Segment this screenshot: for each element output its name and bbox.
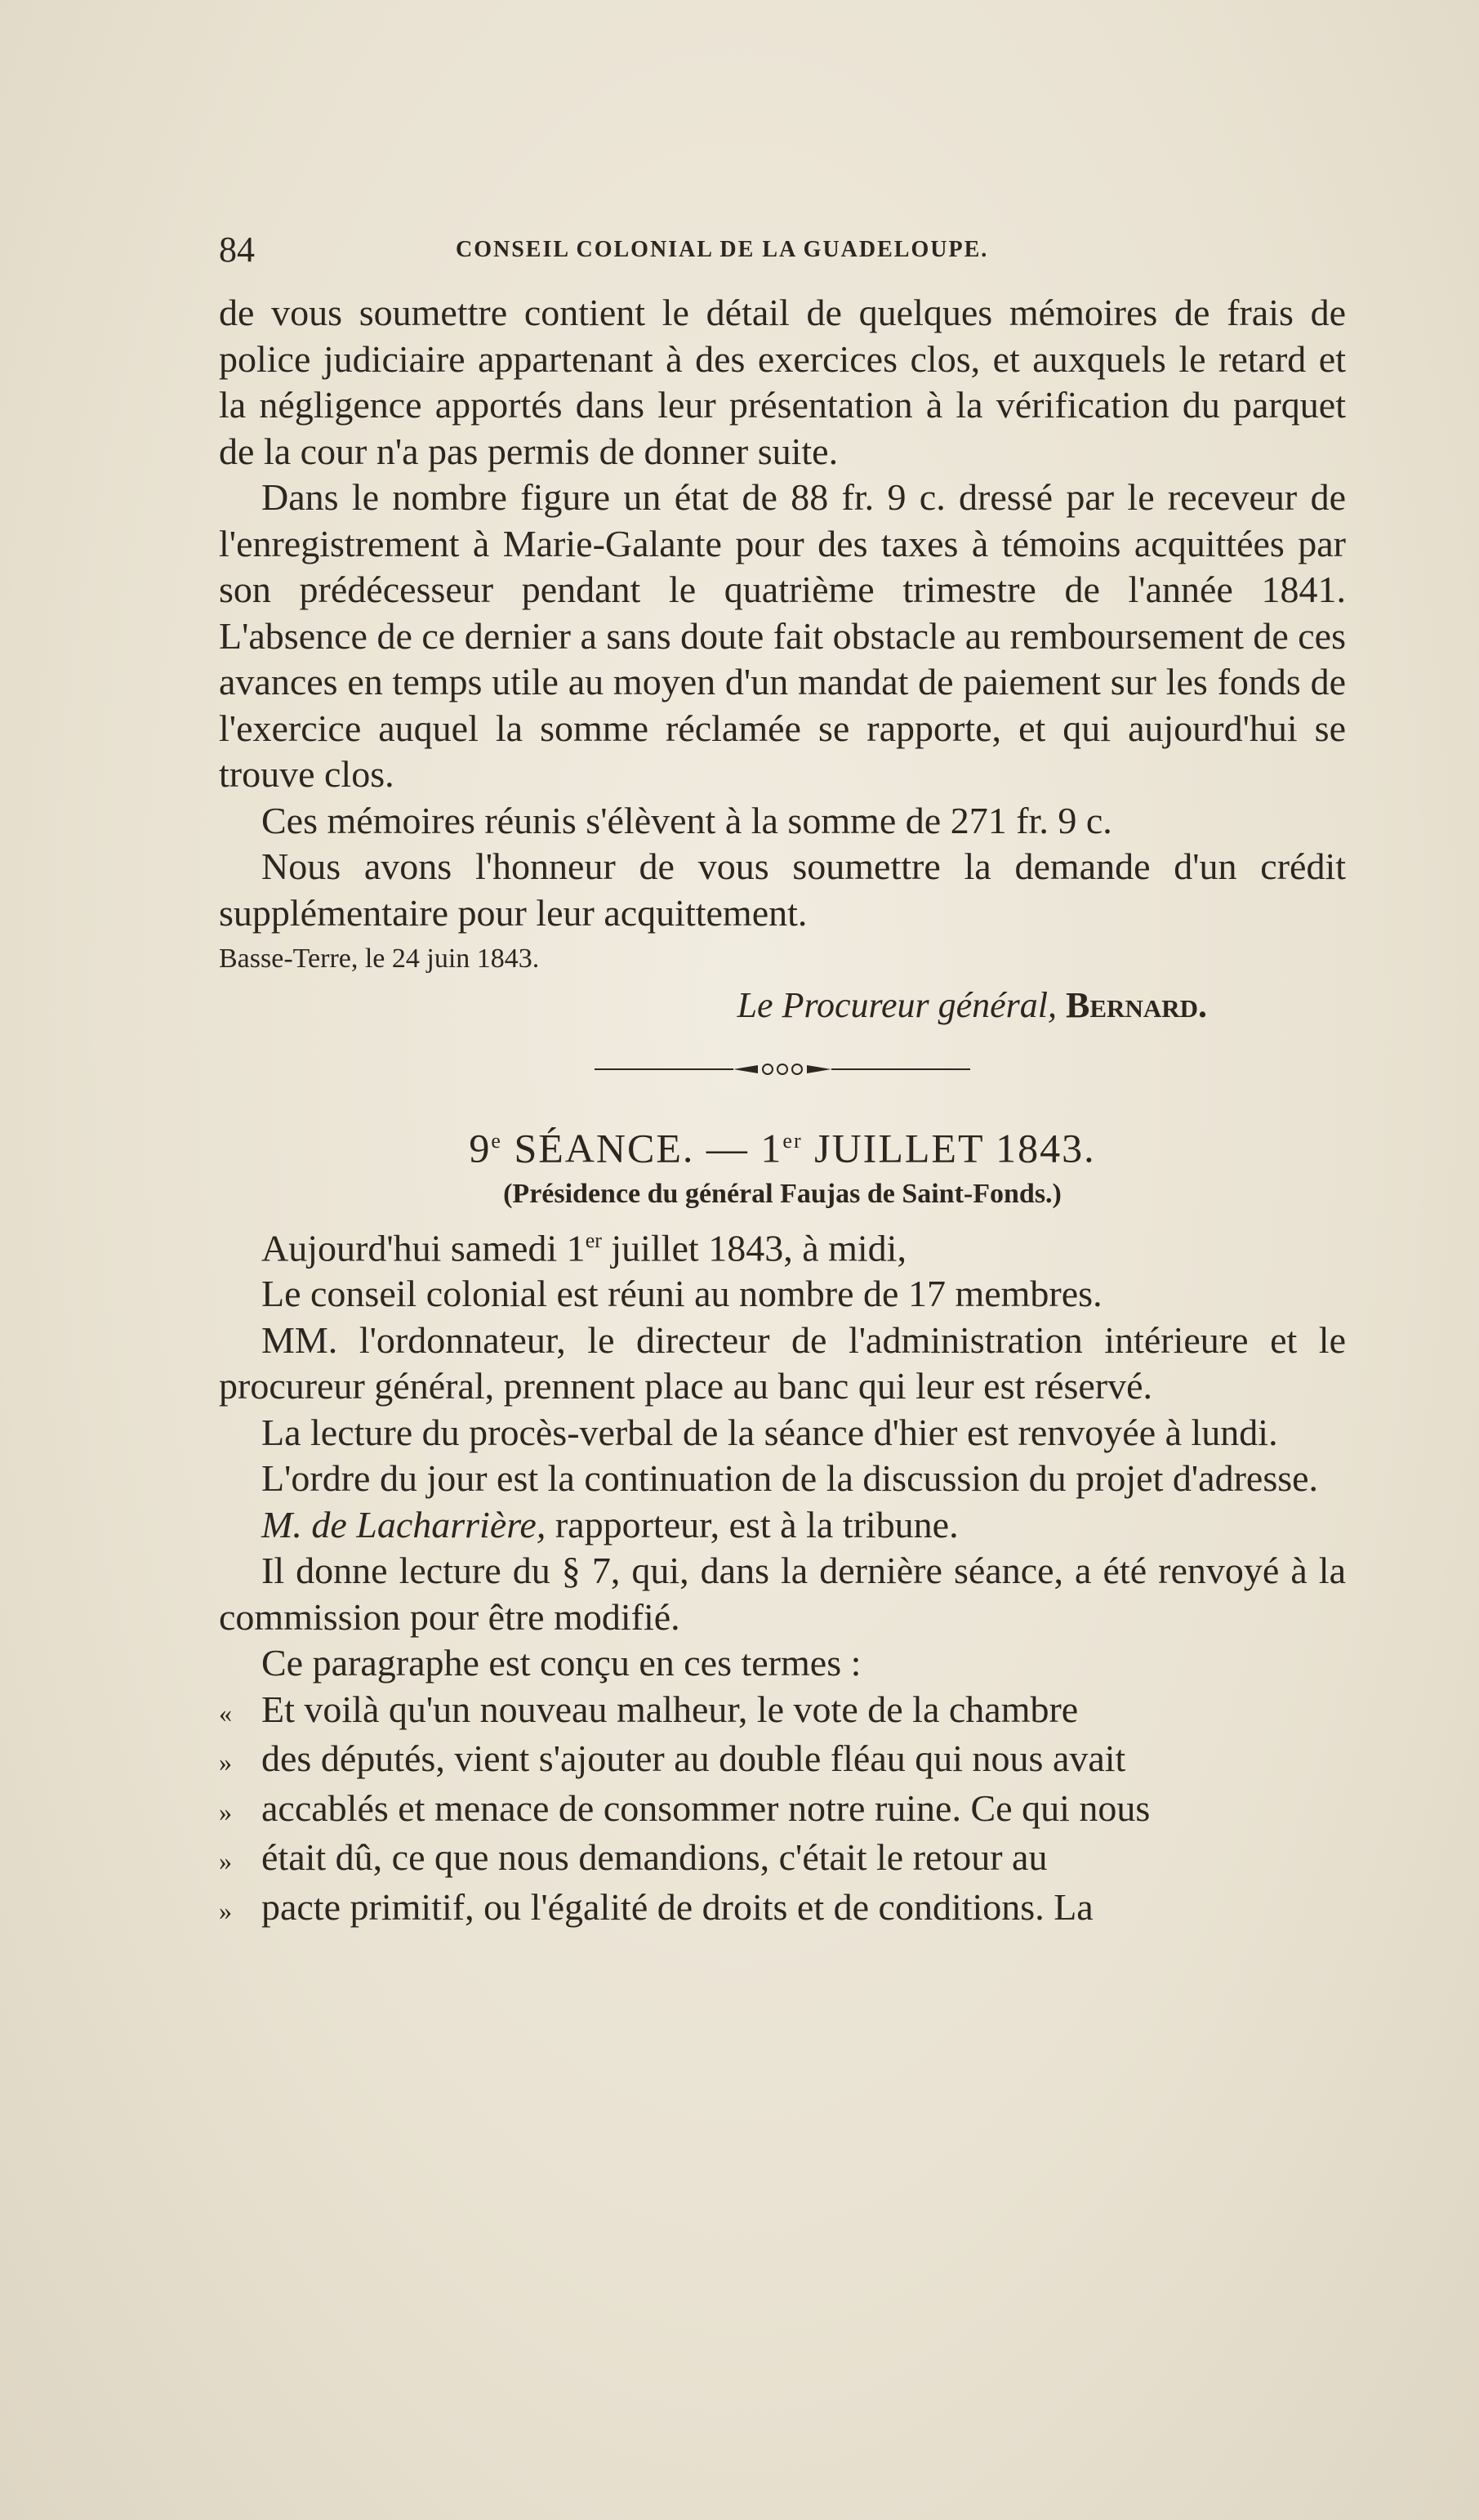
minutes-paragraph <box>219 1218 1346 1272</box>
session-title-middle: SÉANCE. — 1 <box>501 1125 783 1171</box>
quote-text: accablés et menace de consommer notre ruine. Ce qui nous <box>261 1786 1151 1829</box>
report-paragraph: Dans le nombre figure un état de 88 fr. 9 c. dressé par le receveur de l'enregistrement à Marie-Galante pour des taxes à témoins acquittées par son prédécesseur pendant le quatrième trimestre de l'année 1841. L'absence de ce dernier a sans doute fait obstacle au remboursement de ces avances en temps utile au moyen d'un mandat de paiement sur les fonds de l'exercice auquel la somme réclamée se rapporte, et qui aujourd'hui se trouve clos. <box>219 476 1346 795</box>
minutes-paragraph: Le conseil colonial est réuni au nombre de 17 membres. <box>261 1273 1103 1315</box>
minutes-date-post: juillet 1843, à midi, <box>601 1226 907 1269</box>
rapporteur-text: rapporteur, est à la tribune. <box>546 1503 959 1545</box>
quote-text: pacte primitif, ou l'égalité de droits et de conditions. La <box>261 1885 1094 1928</box>
quote-text: des députés, vient s'ajouter au double fléau qui nous avait <box>261 1737 1126 1780</box>
session-title <box>219 1118 1346 1171</box>
signature-name: Bernard. <box>1066 984 1207 1025</box>
quote-cont-mark: » <box>219 1846 232 1876</box>
quote-text: Et voilà qu'un nouveau malheur, le vote de la chambre <box>261 1688 1079 1730</box>
quoted-paragraph <box>219 1687 1346 1934</box>
minutes-paragraph: L'ordre du jour est la continuation de la discussion du projet d'adresse. <box>261 1457 1319 1500</box>
minutes-paragraph: MM. l'ordonnateur, le directeur de l'administration intérieure et le procureur général, prennent place au banc qui leur est réservé. <box>219 1318 1346 1407</box>
report-paragraph: Nous avons l'honneur de vous soumettre la demande d'un crédit supplémentaire pour leur acquittement. <box>219 845 1346 934</box>
quote-cont-mark: » <box>219 1747 232 1777</box>
session-day-suffix: er <box>782 1129 803 1153</box>
session-number-suffix: e <box>491 1129 502 1153</box>
quote-line <box>219 1687 1346 1737</box>
minutes-date-suffix: er <box>585 1228 602 1252</box>
minutes-paragraph: Ce paragraphe est conçu en ces termes : <box>261 1642 862 1684</box>
place-date: Basse-Terre, le 24 juin 1843. <box>219 943 540 974</box>
rapporteur-name: M. de Lacharrière, <box>261 1503 546 1545</box>
session-number: 9 <box>469 1125 492 1171</box>
quote-line <box>219 1786 1346 1835</box>
quote-line <box>219 1736 1346 1786</box>
body-text <box>219 290 1346 1933</box>
signature <box>219 983 1346 1029</box>
report-paragraph: de vous soumettre contient le détail de quelques mémoires de frais de police judiciaire appartenant à des exercices clos, et auxquels le retard et la négligence apportés dans leur présentation à la vérification du parquet de la cour n'a pas permis de donner suite. <box>219 292 1346 472</box>
page-number: 84 <box>219 230 255 270</box>
quote-cont-mark: » <box>219 1895 232 1925</box>
quote-line <box>219 1835 1346 1884</box>
quote-text: était dû, ce que nous demandions, c'était le retour au <box>261 1836 1048 1879</box>
minutes-paragraph <box>219 1502 1346 1549</box>
page-header <box>219 229 1346 278</box>
quote-cont-mark: » <box>219 1796 232 1826</box>
minutes-date-pre: Aujourd'hui samedi 1 <box>261 1226 586 1269</box>
signature-title: Le Procureur général, <box>737 984 1058 1025</box>
session-presidency: (Présidence du général Faujas de Saint-Fonds.) <box>503 1179 1062 1210</box>
quote-open-mark: « <box>219 1697 232 1728</box>
report-paragraph: Ces mémoires réunis s'élèvent à la somme de 271 fr. 9 c. <box>261 799 1112 841</box>
quote-line <box>219 1884 1346 1934</box>
session-title-date: JUILLET 1843. <box>802 1125 1096 1171</box>
minutes-paragraph: La lecture du procès-verbal de la séance d'hier est renvoyée à lundi. <box>261 1411 1278 1453</box>
running-head: CONSEIL COLONIAL DE LA GUADELOUPE. <box>456 237 989 262</box>
minutes-paragraph: Il donne lecture du § 7, qui, dans la dernière séance, a été renvoyé à la commission pour être modifié. <box>219 1550 1346 1638</box>
section-divider-ornament <box>219 1061 1346 1077</box>
